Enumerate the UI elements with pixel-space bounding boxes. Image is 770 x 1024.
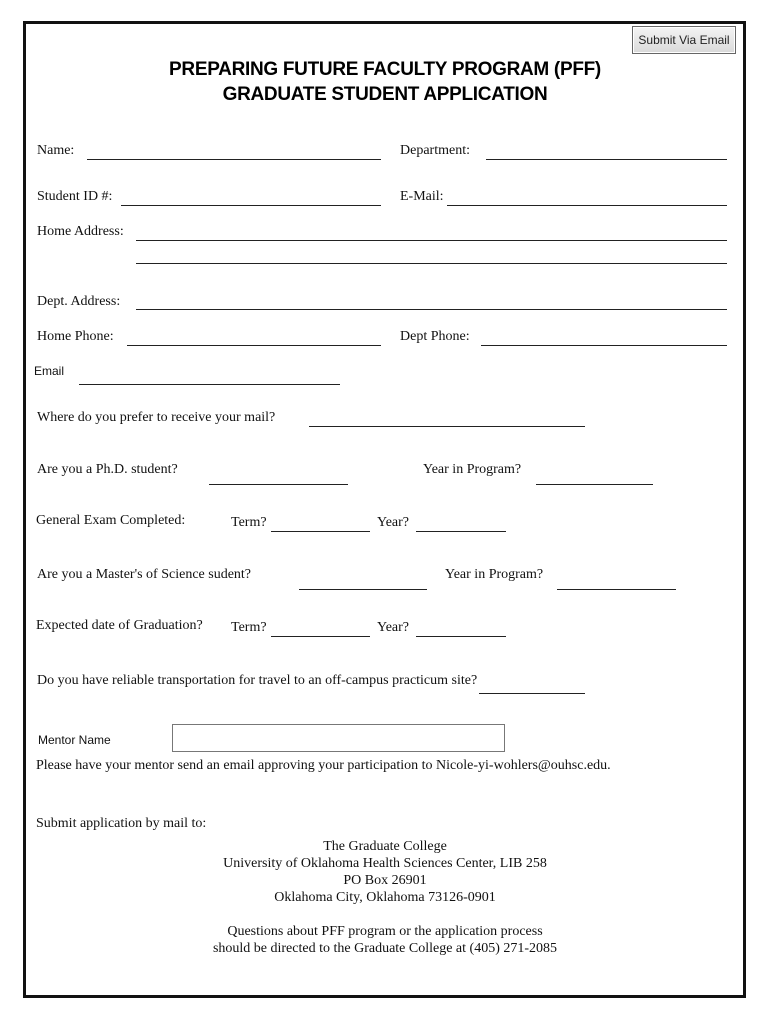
- submit-via-email-button[interactable]: Submit Via Email: [632, 26, 736, 54]
- form-title-line1: PREPARING FUTURE FACULTY PROGRAM (PFF): [169, 59, 601, 80]
- email-top-label: E-Mail:: [400, 189, 444, 204]
- email-top-field[interactable]: [447, 205, 727, 206]
- mail-pref-label: Where do you prefer to receive your mail?: [37, 410, 276, 425]
- year-in-program-label-1: Year in Program?: [423, 462, 522, 477]
- dept-phone-label: Dept Phone:: [400, 329, 470, 344]
- year-in-program-field-1[interactable]: [536, 484, 653, 485]
- general-exam-label: General Exam Completed:: [36, 513, 186, 528]
- address-line4: Oklahoma City, Oklahoma 73126-0901: [274, 890, 496, 905]
- questions-line1: Questions about PFF program or the application process: [227, 924, 543, 939]
- mail-pref-field[interactable]: [309, 426, 585, 427]
- year-field-1[interactable]: [416, 531, 506, 532]
- home-phone-field[interactable]: [127, 345, 381, 346]
- year-label-1: Year?: [377, 515, 410, 530]
- email-field[interactable]: [79, 384, 340, 385]
- name-field[interactable]: [87, 159, 381, 160]
- year-label-2: Year?: [377, 620, 410, 635]
- year-in-program-field-2[interactable]: [557, 589, 676, 590]
- form-title-line2: GRADUATE STUDENT APPLICATION: [222, 84, 548, 105]
- home-phone-label: Home Phone:: [37, 329, 114, 344]
- address-line3: PO Box 26901: [343, 873, 427, 888]
- masters-field[interactable]: [299, 589, 427, 590]
- phd-field[interactable]: [209, 484, 348, 485]
- dept-address-field[interactable]: [136, 309, 727, 310]
- home-address-field-line2[interactable]: [136, 263, 727, 264]
- student-id-label: Student ID #:: [37, 189, 113, 204]
- transport-field[interactable]: [479, 693, 585, 694]
- department-field[interactable]: [486, 159, 727, 160]
- home-address-label: Home Address:: [37, 224, 124, 239]
- student-id-field[interactable]: [121, 205, 381, 206]
- address-line2: University of Oklahoma Health Sciences Center, LIB 258: [223, 856, 547, 871]
- email-label: Email: [34, 364, 65, 378]
- term-field-1[interactable]: [271, 531, 370, 532]
- home-address-field-line1[interactable]: [136, 240, 727, 241]
- name-label: Name:: [37, 143, 75, 158]
- department-label: Department:: [400, 143, 470, 158]
- dept-phone-field[interactable]: [481, 345, 727, 346]
- mentor-name-label: Mentor Name: [38, 733, 111, 747]
- year-in-program-label-2: Year in Program?: [445, 567, 544, 582]
- questions-line2: should be directed to the Graduate College at (405) 271-2085: [212, 941, 558, 956]
- transport-label: Do you have reliable transportation for travel to an off-campus practicum site?: [37, 673, 478, 688]
- term-label-1: Term?: [231, 515, 267, 530]
- phd-label: Are you a Ph.D. student?: [37, 462, 178, 477]
- submit-by-mail-label: Submit application by mail to:: [36, 816, 207, 831]
- mentor-email-instructions: Please have your mentor send an email approving your participation to Nicole-yi-wohlers@ouhsc.edu.: [36, 758, 611, 773]
- address-line1: The Graduate College: [323, 839, 447, 854]
- term-field-2[interactable]: [271, 636, 370, 637]
- masters-label: Are you a Master's of Science sudent?: [37, 567, 252, 582]
- year-field-2[interactable]: [416, 636, 506, 637]
- dept-address-label: Dept. Address:: [37, 294, 121, 309]
- graduation-label: Expected date of Graduation?: [36, 618, 203, 633]
- term-label-2: Term?: [231, 620, 267, 635]
- mentor-name-input[interactable]: [172, 724, 505, 752]
